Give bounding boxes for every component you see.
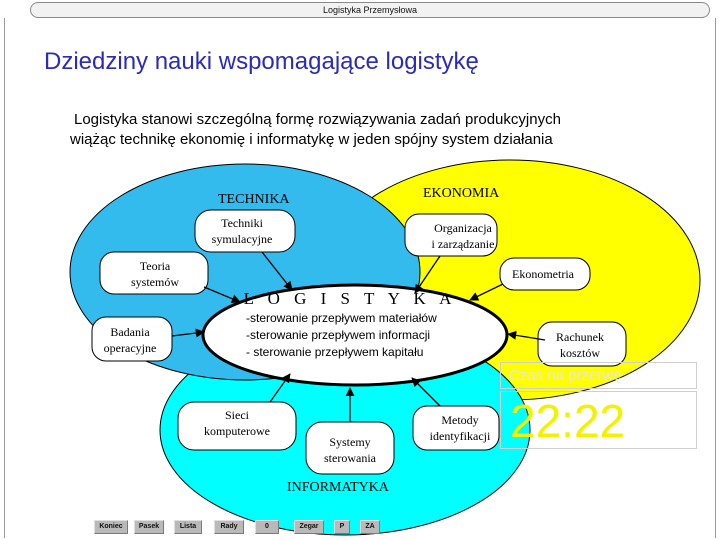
center-item-2: -sterowanie przepływem informacji xyxy=(246,328,431,342)
node-systemy-sterowania-line1: Systemy xyxy=(329,435,371,449)
ekonomia-label: EKONOMIA xyxy=(423,186,500,201)
nav-za-button[interactable]: ZA xyxy=(360,520,380,534)
node-metody-identyfikacji-line1: Metody xyxy=(441,413,479,427)
node-badania-operacyjne-line2: operacyjne xyxy=(103,341,157,355)
break-timer-value: 22:22 xyxy=(510,395,626,447)
nav-p-button[interactable]: P xyxy=(334,520,350,534)
node-teoria-systemow-line2: systemów xyxy=(131,275,179,289)
informatyka-label: INFORMATYKA xyxy=(287,480,389,495)
center-item-3: - sterowanie przepływem kapitału xyxy=(246,345,424,359)
node-metody-identyfikacji xyxy=(413,406,499,450)
window-title: Logistyka Przemysłowa xyxy=(322,5,418,15)
intro-line-1: Logistyka stanowi szczególną formę rozwiązywania zadań produkcyjnych xyxy=(74,111,561,128)
node-sieci-komputerowe-line1: Sieci xyxy=(225,408,249,422)
nav-pasek-button[interactable]: Pasek xyxy=(134,520,164,534)
node-sieci-komputerowe-line2: komputerowe xyxy=(204,424,270,438)
node-organizacja-line2: i zarządzanie xyxy=(431,237,495,251)
nav-koniec-button[interactable]: Koniec xyxy=(94,520,128,534)
nav-rady-button[interactable]: Rady xyxy=(214,520,244,534)
node-teoria-systemow-line1: Teoria xyxy=(139,259,171,273)
node-organizacja xyxy=(405,214,497,256)
nav-zero-button[interactable]: 0 xyxy=(255,520,279,534)
node-techniki-symulacyjne-line2: symulacyjne xyxy=(211,232,273,246)
node-teoria-systemow xyxy=(100,252,208,294)
node-ekonometria xyxy=(500,258,590,290)
logistyka-title: L O G I S T Y K A xyxy=(243,289,457,308)
node-systemy-sterowania xyxy=(306,422,394,474)
node-rachunek-kosztow-line1: Rachunek xyxy=(556,330,604,344)
node-sieci-komputerowe xyxy=(178,402,296,450)
nav-zegar-button[interactable]: Zegar xyxy=(294,520,324,534)
slide-heading: Dziedziny nauki wspomagające logistykę xyxy=(44,48,479,75)
node-rachunek-kosztow xyxy=(538,322,626,366)
node-organizacja-line1: Organizacja xyxy=(434,221,492,235)
node-techniki-symulacyjne-line1: Techniki xyxy=(221,216,263,230)
node-metody-identyfikacji-line2: identyfikacji xyxy=(429,429,491,443)
intro-line-2: wiążąc technikę ekonomię i informatykę w jeden spójny system działania xyxy=(70,131,553,148)
node-rachunek-kosztow-line2: kosztów xyxy=(560,346,600,360)
center-item-1: -sterowanie przepływem materiałów xyxy=(246,311,437,325)
technika-label: TECHNIKA xyxy=(218,192,290,207)
break-timer-label: Czas na przerwę xyxy=(500,362,697,389)
nav-lista-button[interactable]: Lista xyxy=(174,520,202,534)
node-techniki-symulacyjne xyxy=(195,210,295,252)
node-badania-operacyjne-line1: Badania xyxy=(110,325,150,339)
node-systemy-sterowania-line2: sterowania xyxy=(324,451,376,465)
node-badania-operacyjne xyxy=(92,317,172,361)
node-ekonometria-line1: Ekonometria xyxy=(512,267,574,281)
